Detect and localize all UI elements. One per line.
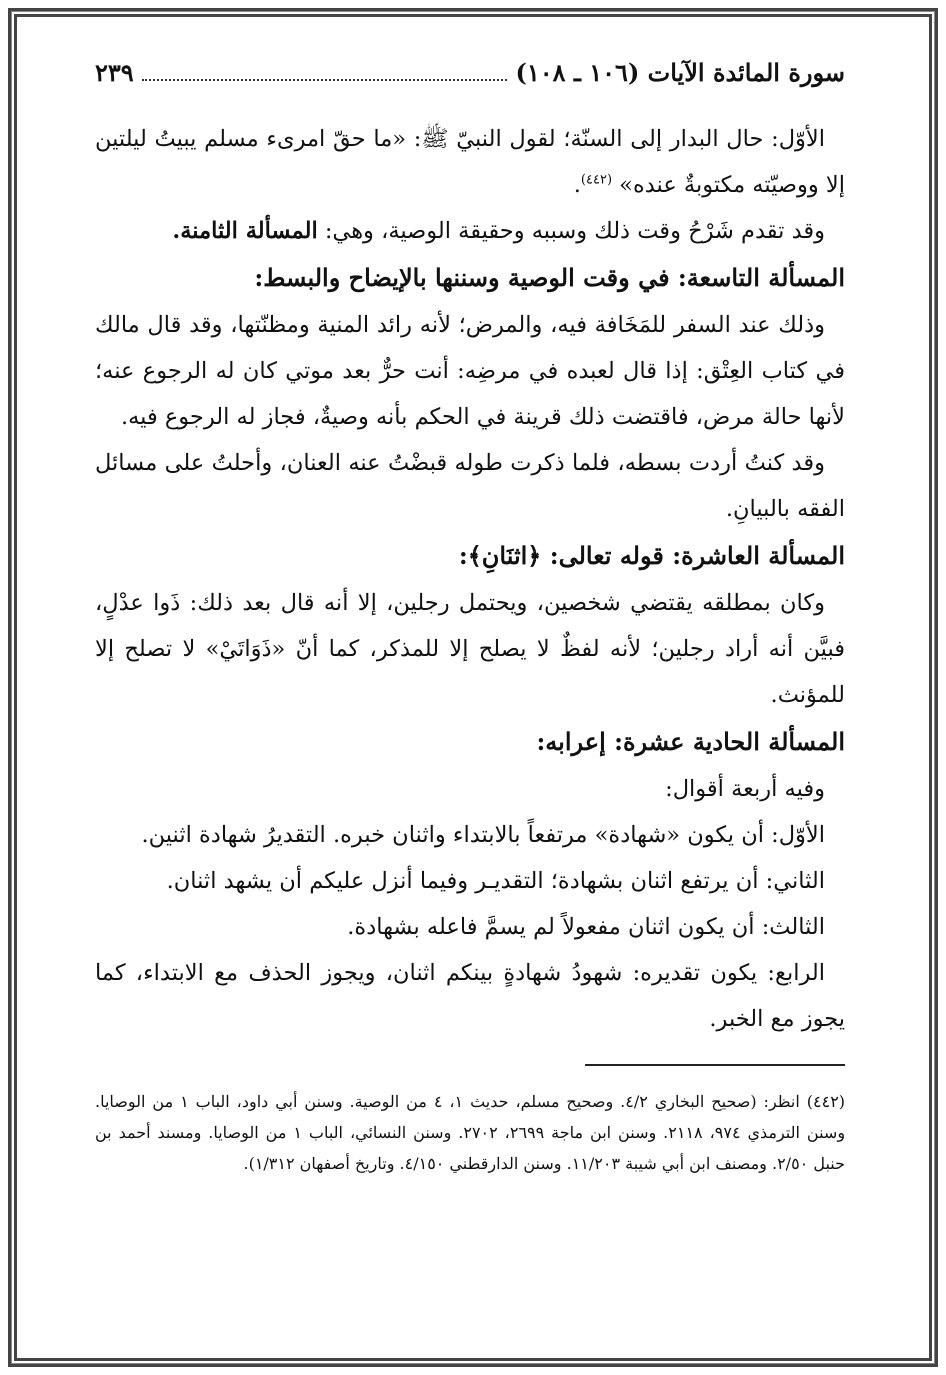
opinion-3: الثالث: أن يكون اثنان مفعولاً لم يسمَّ فاعله بشهادة.: [347, 914, 825, 940]
footnote-ref: (٤٤٢): [580, 172, 613, 188]
paragraph-1: [95, 116, 845, 208]
paragraph-4: وقد كنتُ أردت بسطه، فلما ذكرت طوله قبضْتُ عنه العنان، وأحلتُ على مسائل الفقه بالبيانِ.: [95, 450, 845, 522]
paragraph-1-text: الأوّل: حال البدار إلى السنّة؛ لقول النبيّ ﷺ: «ما حقّ امرىء مسلم يبيتُ ليلتين إلا ووصيّته مكتوبةٌ عنده»: [95, 126, 845, 198]
heading-question-10: المسألة العاشرة: قوله تعالى: ﴿اثنَانِ﴾:: [458, 541, 845, 570]
page-content: [95, 58, 845, 1179]
paragraph-3: وذلك عند السفر للمَخَافة فيه، والمرض؛ لأنه رائد المنية ومظنّتها، وقد قال مالك في كتاب العِتْق: إذا قال لعبده في مرضِه: أنت حرٌّ بعد موتي كان له الرجوع عنه؛ لأنها حالة مرض، فاقتضت ذلك قرينة في الحكم بأنه وصيةٌ، فجاز له الرجوع فيه.: [95, 312, 845, 430]
footnote-442: (٤٤٢) انظر: (صحيح البخاري ٤/٢. وصحيح مسلم، حديث ١، ٤ من الوصية. وسنن أبي داود، الباب ١ من الوصايا. وسنن الترمذي ٩٧٤، ٢١١٨. وسنن ابن ماجة ٢٦٩٩، ٢٧٠٢. وسنن النسائي، الباب ١ من الوصايا. ومسند أحمد بن حنبل ٢/٥٠. ومصنف ابن أبي شيبة ١١/٢٠٣. وسنن الدارقطني ٤/١٥٠. وتاريخ أصفهان ١/٣١٢).: [95, 1092, 846, 1173]
page-number: ٢٣٩: [95, 58, 134, 87]
opinion-4: الرابع: يكون تقديره: شهودُ شهادةٍ بينكم اثنان، ويجوز الحذف مع الابتداء، كما يجوز مع الخبر.: [95, 960, 845, 1032]
paragraph-2-text: وقد تقدم شَرْحُ وقت ذلك وسببه وحقيقة الوصية، وهي:: [317, 218, 825, 244]
header-title: سورة المائدة الآيات (١٠٦ ـ ١٠٨): [515, 58, 845, 87]
footnotes: [95, 1086, 845, 1179]
footnote-separator: [585, 1064, 845, 1066]
heading-question-9: المسألة التاسعة: في وقت الوصية وسننها بالإيضاح والبسط:: [254, 263, 845, 292]
heading-question-11: المسألة الحادية عشرة: إعرابه:: [536, 727, 845, 756]
running-header: [95, 58, 845, 98]
header-leader-dots: [142, 79, 508, 81]
opinion-2: الثاني: أن يرتفع اثنان بشهادة؛ التقديـر وفيما أنزل عليكم أن يشهد اثنان.: [166, 868, 825, 894]
paragraph-2-bold: المسألة الثامنة.: [172, 218, 318, 244]
paragraph-5: وكان بمطلقه يقتضي شخصين، ويحتمل رجلين، إلا أنه قال بعد ذلك: ذَوا عدْلٍ، فبيَّن أنه أراد رجلين؛ لأنه لفظٌ لا يصلح إلا للمذكر، كما أنّ «ذَوَاتَيْ» لا تصلح إلا للمؤنث.: [95, 590, 845, 708]
paragraph-6: وفيه أربعة أقوال:: [665, 776, 825, 802]
paragraph-2: [95, 208, 845, 254]
opinion-1: الأوّل: أن يكون «شهادة» مرتفعاً بالابتداء واثنان خبره. التقديرُ شهادة اثنين.: [141, 822, 825, 848]
paragraph-1-end: .: [573, 172, 581, 198]
